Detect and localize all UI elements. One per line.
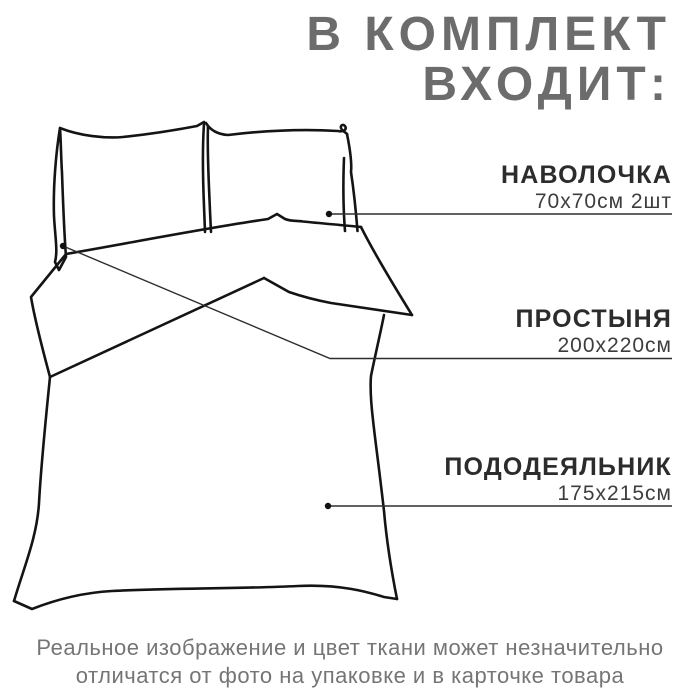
page-title-line1: В КОМПЛЕКТ bbox=[306, 8, 671, 61]
duvet-top-edge bbox=[264, 278, 412, 315]
duvet-fold-left-edge bbox=[31, 254, 66, 377]
duvet-left-edge bbox=[14, 377, 50, 601]
pillow-middle-seam-left bbox=[203, 124, 205, 232]
disclaimer-text bbox=[0, 634, 700, 690]
callout-label-sheet bbox=[515, 305, 672, 357]
callout-label-duvet-cover bbox=[444, 453, 672, 505]
callout-dot-sheet-icon bbox=[60, 243, 66, 249]
right-pillow-side-gusset bbox=[343, 158, 345, 231]
pillowcase-size: 70х70см 2шт bbox=[534, 190, 672, 213]
page-title-line2: ВХОДИТ: bbox=[422, 58, 671, 111]
right-pillow-right-edge bbox=[347, 134, 358, 231]
disclaimer-line2: отличатся от фото на упаковке и в карточке товара bbox=[75, 663, 625, 688]
sheet-size: 200х220см bbox=[557, 334, 672, 357]
duvet-cover-size: 175х215см bbox=[557, 482, 672, 505]
sheet-name: ПРОСТЫНЯ bbox=[515, 305, 672, 333]
sheet-top-edge bbox=[66, 214, 361, 254]
callout-dot-duvet-cover-icon bbox=[325, 503, 331, 509]
duvet-fold-diagonal bbox=[50, 278, 264, 377]
duvet-cover-name: ПОДОДЕЯЛЬНИК bbox=[444, 453, 672, 481]
left-pillow-top-edge bbox=[60, 122, 204, 137]
pillow-middle-seam-right bbox=[208, 126, 211, 232]
mattress-right-edge bbox=[361, 227, 412, 315]
right-pillow-top-edge bbox=[206, 123, 347, 135]
disclaimer-line1: Реальное изображение и цвет ткани может незначительно bbox=[36, 635, 664, 660]
duvet-right-edge bbox=[371, 315, 397, 599]
callout-label-pillowcase bbox=[501, 161, 672, 213]
callout-dot-pillowcase-icon bbox=[326, 211, 332, 217]
pillowcase-name: НАВОЛОЧКА bbox=[500, 161, 672, 189]
duvet-bottom-edge bbox=[14, 586, 397, 609]
